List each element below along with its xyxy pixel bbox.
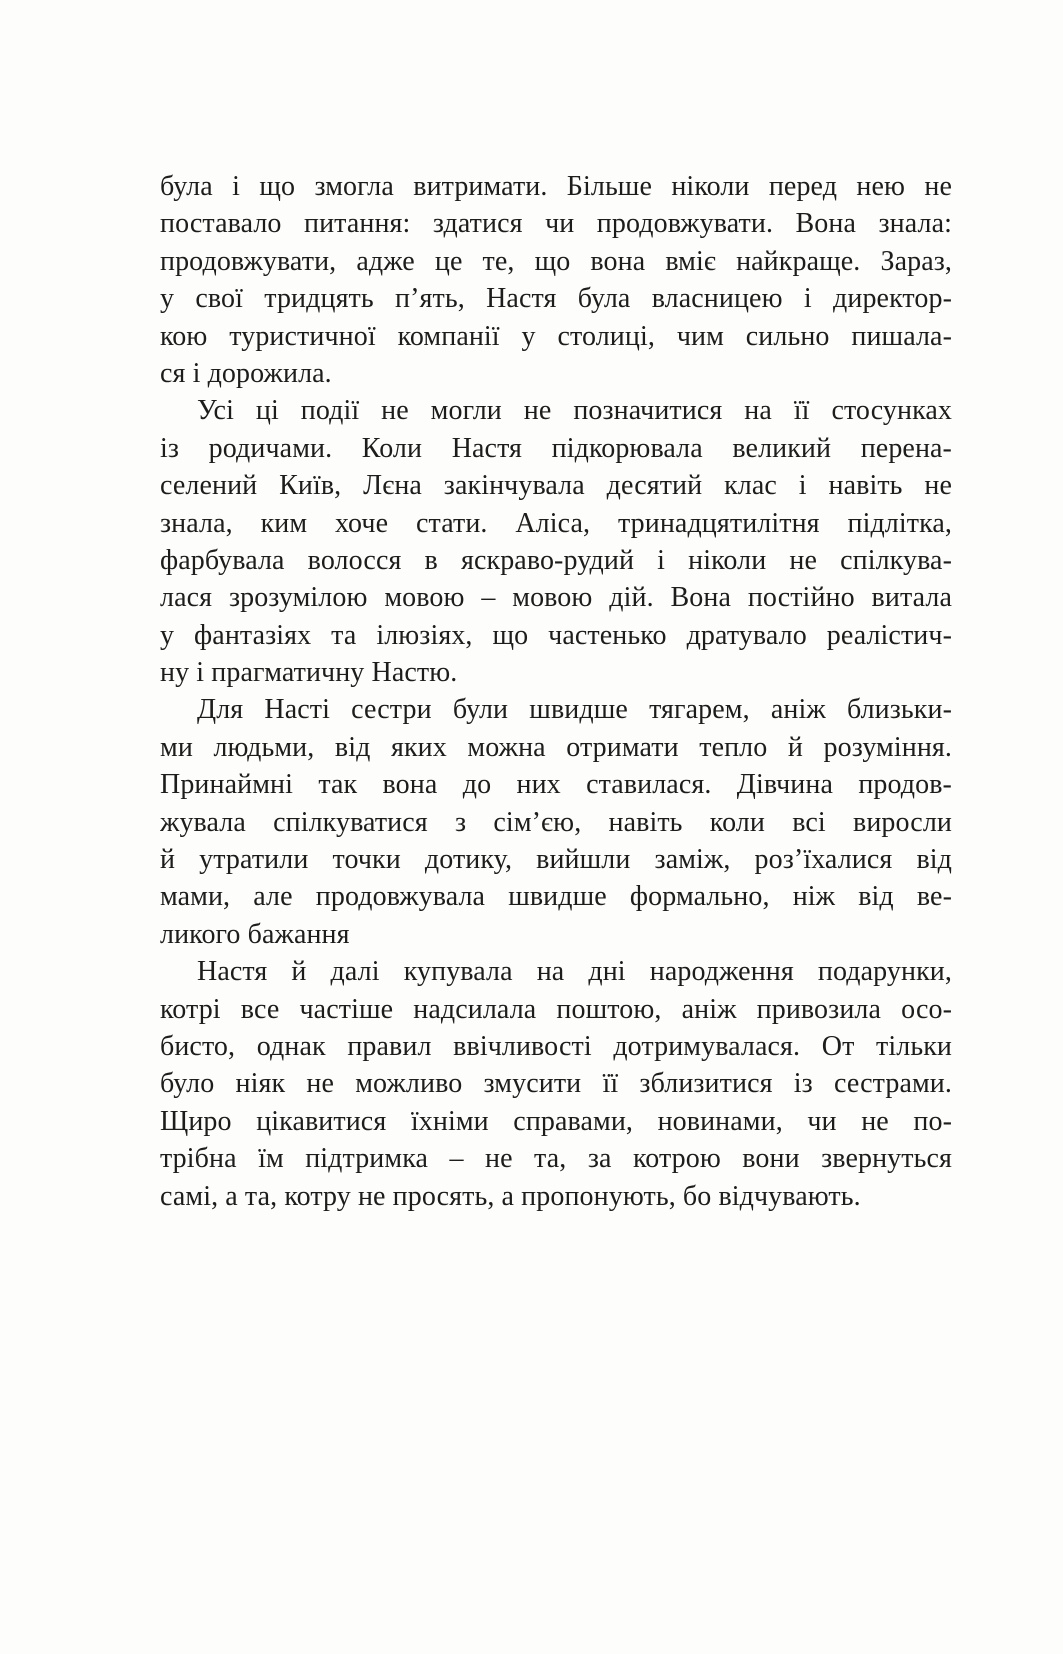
text-line: Для Насті сестри були швидше тягарем, аніж близьки- <box>197 694 952 726</box>
text-line: із родичами. Коли Настя підкорювала великий перена- <box>160 432 952 464</box>
text-line: трібна їм підтримка – не та, за котрою вони звернуться <box>160 1143 952 1175</box>
text-line: знала, ким хоче стати. Аліса, тринадцятилітня підлітка, <box>160 507 952 539</box>
text-line: самі, а та, котру не просять, а пропонують, бо відчувають. <box>160 1180 861 1212</box>
text-line: продовжувати, адже це те, що вона вміє найкраще. Зараз, <box>160 245 952 277</box>
text-line: Принаймні так вона до них ставилася. Дівчина продов- <box>160 769 952 801</box>
text-line: жувала спілкуватися з сім’єю, навіть коли всі виросли <box>160 806 952 838</box>
text-line: у фантазіях та ілюзіях, що частенько дратувало реалістич- <box>160 619 952 651</box>
text-line: у свої тридцять п’ять, Настя була власницею і директор- <box>160 283 952 315</box>
body-text-block <box>160 168 952 1215</box>
text-line: котрі все частіше надсилала поштою, аніж привозила осо- <box>160 993 952 1025</box>
text-line: ну і прагматичну Настю. <box>160 657 458 689</box>
text-line: селений Київ, Лєна закінчувала десятий клас і навіть не <box>160 470 952 502</box>
text-line: Усі ці події не могли не позначитися на її стосунках <box>197 395 952 427</box>
text-line: мами, але продовжувала швидше формально, ніж від ве- <box>160 881 952 913</box>
text-line: кою туристичної компанії у столиці, чим сильно пишала- <box>160 320 952 352</box>
text-line: поставало питання: здатися чи продовжувати. Вона знала: <box>160 208 952 240</box>
text-line: ся і дорожила. <box>160 357 332 389</box>
text-line: лася зрозумілою мовою – мовою дій. Вона постійно витала <box>160 582 952 614</box>
text-line: ликого бажання <box>160 918 350 950</box>
text-line: Настя й далі купувала на дні народження подарунки, <box>197 956 952 988</box>
text-line: була і що змогла витримати. Більше ніколи перед нею не <box>160 171 952 202</box>
text-line: було ніяк не можливо змусити її зблизитися із сестрами. <box>160 1068 952 1100</box>
text-line: Щиро цікавитися їхніми справами, новинами, чи не по- <box>160 1105 952 1137</box>
text-line: ми людьми, від яких можна отримати тепло й розуміння. <box>160 731 952 763</box>
text-line: бисто, однак правил ввічливості дотримувалася. От тільки <box>160 1030 952 1062</box>
text-line: й утратили точки дотику, вийшли заміж, роз’їхалися від <box>160 844 952 876</box>
text-line: фарбувала волосся в яскраво-рудий і ніколи не спілкува- <box>160 544 952 576</box>
